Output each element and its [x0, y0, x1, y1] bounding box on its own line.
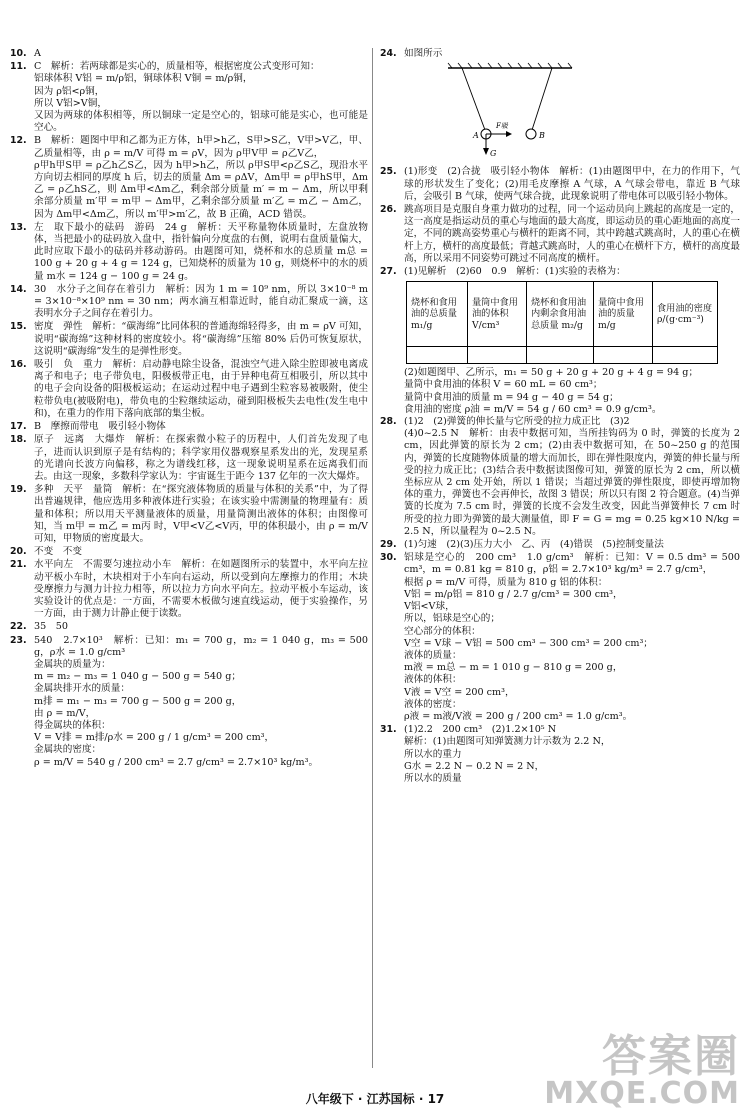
answer-item [10, 284, 368, 321]
watermark-logo [544, 1031, 740, 1111]
answer-line: 左 取下最小的砝码 游码 24 g 解析：天平称量物体质量时，左盘放物体，当把最小的砝码放入盘中，指针偏向分度盘的右侧，说明右盘质量偏大，此时应取下最小的砝码并移动游码。由题图可知，烧杯和水的总质量 m总 = 100 g + 20 g + 4 g = 124 g，已知烧杯的质量为 10 g，则烧杯中的水的质量 m水 = 124 g − 100 g = 24 g。 [34, 221, 368, 282]
column-divider [372, 48, 373, 1068]
answer-line: (1)见解析 (2)60 0.9 解析：(1)实验的表格为： [404, 266, 626, 278]
answer-item [380, 204, 740, 265]
answer-text [404, 166, 740, 203]
answer-text [404, 266, 740, 278]
answer-line: 金属块排开水的质量： [34, 683, 130, 695]
table-header-cell: 烧杯和食用油的总质量 m₁/g [407, 282, 468, 347]
answer-line: (4)0~2.5 N 解析：由表中数据可知，当所挂钩码为 0 时，弹簧的长度为 2 cm，因此弹簧的原长为 2 cm；(2)由表中数据可知，在 50~250 g 的范围内，弹簧的长度随物体质量的增大而加长，即在弹性限度内，弹簧的伸长量与所受的拉力成正比；(3)结合表中数据读图像可知，弹簧的原长为 2 cm，所以横坐标应从 2 cm 处开始，所以 1 错误；当超过弹簧的弹性限度，即使再增加物体的重力，弹簧也不会再伸长，故图 3 错误；所以只有图 2 符合题意。(4)当弹簧的长度为 7.5 cm 时，弹簧的长度不会发生改变，因此当弹簧伸长 7 cm 时所受的拉力即为弹簧的最大测量值，即 F = G = mg = 0.25 kg×10 N/kg = 2.5 N，所以量程为 0~2.5 N。 [404, 428, 740, 537]
answer-line: B 摩擦而带电 吸引轻小物体 [34, 421, 166, 433]
right-bottom-items [380, 416, 740, 785]
answer-line: 所以水的重力 [404, 748, 462, 760]
answer-line: V铝 = m/ρ铝 = 810 g / 2.7 g/cm³ = 300 cm³， [404, 588, 623, 600]
table-header-cell: 食用油的密度 ρ/(g·cm⁻³) [653, 282, 718, 347]
answer-item [10, 635, 368, 769]
answer-number: 11. [10, 61, 27, 73]
answer-number: 16. [10, 359, 27, 371]
answer-line: 解析：(1)由题图可知弹簧测力计示数为 2.2 N， [404, 736, 611, 748]
answer-line: V液 = V空 = 200 cm³， [404, 686, 515, 698]
answer-number: 17. [10, 421, 27, 433]
watermark-text: 答案圈 [602, 1031, 740, 1082]
answer-line: (1)形变 (2)合拢 吸引轻小物体 解析：(1)由题图甲中，在力的作用下，气球的形状发生了变化；(2)用毛皮摩擦 A 气球，A 气球会带电，靠近 B 气球后，会吸引 B 气球，使两气球合拢，此现象说明了带电体可以吸引轻小物体。 [404, 166, 740, 202]
table-followup-line: 食用油的密度 ρ油 = m/V = 54 g / 60 cm³ = 0.9 g/cm³。 [404, 403, 662, 415]
pendulum-figure [440, 62, 740, 162]
answer-number: 30. [380, 552, 397, 564]
answer-line: 所以水的质量 [404, 772, 462, 784]
answer-number: 29. [380, 539, 397, 551]
answer-line: G水 = 2.2 N − 0.2 N = 2 N， [404, 760, 545, 772]
answer-item [10, 621, 368, 633]
answer-line: m排 = m₁ − m₃ = 700 g − 500 g = 200 g， [34, 695, 242, 707]
answer-text [34, 48, 368, 60]
answer-line: m液 = m总 − m = 1 010 g − 810 g = 200 g， [404, 662, 623, 674]
answer-text [404, 724, 740, 785]
answer-number: 21. [10, 559, 27, 571]
answer-number: 25. [380, 166, 397, 178]
answer-line: 540 2.7×10³ 解析：已知：m₁ = 700 g，m₂ = 1 040 g，m₃ = 500 g，ρ水 = 1.0 g/cm³ [34, 634, 368, 658]
answer-line: (1)2 (2)弹簧的伸长量与它所受的拉力成正比 (3)2 [404, 416, 630, 428]
table-followup-line: 量筒中食用油的体积 V = 60 mL = 60 cm³； [404, 379, 603, 391]
answer-line: 因为 ρ铝<ρ铜， [34, 85, 105, 97]
answer-number: 28. [380, 416, 397, 428]
answer-item [10, 359, 368, 420]
answer-text [34, 222, 368, 283]
answer-text [404, 48, 740, 60]
table-followup-line: (2)如题图甲、乙所示，m₁ = 50 g + 20 g + 20 g + 4 g = 94 g； [404, 367, 699, 379]
answer-line: V铝<V球， [404, 601, 455, 613]
table-cell [407, 347, 468, 364]
answer-line: 空心部分的体积： [404, 625, 481, 637]
answer-line: m = m₂ − m₃ = 1 040 g − 500 g = 540 g； [34, 671, 241, 683]
answer-line: 由 ρ = m/V， [34, 707, 96, 719]
answer-text [404, 552, 740, 723]
answer-text [404, 204, 740, 265]
right-column [380, 48, 740, 786]
answer-line: 金属块的质量为： [34, 658, 111, 670]
answer-text [34, 61, 368, 134]
answer-line: 所以，铝球是空心的； [404, 613, 500, 625]
answer-item [10, 421, 368, 433]
answer-text [34, 359, 368, 420]
answer-line: 30 水分子之间存在着引力 解析：因为 1 m = 10⁹ nm，所以 3×10⁻⁸ m = 3×10⁻⁸×10⁹ nm = 30 nm；两水滴互相靠近时，能自动汇聚成一滴，这表明水分子之间存在着引力。 [34, 283, 368, 320]
answer-text [34, 559, 368, 620]
page-footer: 八年级下 · 江苏国标 · 17 [305, 1092, 445, 1106]
answer-line: 根据 ρ = m/V 可得，质量为 810 g 铝的体积： [404, 576, 608, 588]
charged-ball-diagram [440, 62, 580, 158]
answer-item [380, 166, 740, 203]
answer-line: 金属块的密度： [34, 744, 102, 756]
answer-line: C 解析：若两球都是实心的，质量相等，根据密度公式变形可知： [34, 61, 320, 73]
answer-number: 26. [380, 204, 397, 216]
answer-line: 35 50 [34, 621, 69, 633]
answer-text [34, 434, 368, 483]
table-followup [380, 367, 740, 416]
right-top-items [380, 48, 740, 60]
answer-text [34, 621, 368, 633]
answer-line: 又因为两球的体积相等，所以铜球一定是空心的，铝球可能是实心，也可能是空心。 [34, 110, 368, 134]
answer-line: 原子 远离 大爆炸 解析：在探索微小粒子的历程中，人们首先发现了电子，进而认识到原子是有结构的；科学家用仪器观察星系发出的光，发现星系的光谱向长波方向偏移，称之为谱线红移，这一现象说明星系在远离我们而去。由这一现象，多数科学家认为：宇宙诞生于距今 137 亿年的一次大爆炸。 [34, 434, 368, 482]
answer-number: 12. [10, 135, 27, 147]
answer-line: 密度 弹性 解析：“碳海绵”比同体积的普通海绵轻得多，由 m = ρV 可知，说明“碳海绵”这种材料的密度较小。将“碳海绵”压缩 80% 后仍可恢复原状，这说明“碳海绵”发生的是弹性形变。 [34, 321, 368, 357]
experiment-table [406, 281, 718, 364]
answer-item [380, 266, 740, 278]
answer-text [34, 421, 368, 433]
answer-line: V空 = V球 − V铝 = 500 cm³ − 300 cm³ = 200 cm³； [404, 637, 653, 649]
answer-text [34, 321, 368, 358]
answer-line: 铝球体积 V铝 = m/ρ铝，铜球体积 V铜 = m/ρ铜， [34, 73, 253, 85]
answer-text [34, 135, 368, 220]
table-header-cell: 量筒中食用油的体积 V/cm³ [468, 282, 527, 347]
answer-line: 吸引 负 重力 解析：启动静电除尘设备，混浊空气进入除尘腔即被电离成离子和电子；电子带负电，阳极板带正电，由于异种电荷互相吸引，所以其中的电子会向设备的阳极板运动；在运动过程中电子遇到尘粒容易被吸附，使尘粒带负电(被吸附电)，带负电的尘粒继续运动，碰到阳极板失去电性(发生电中和)，在重力的作用下落向底部的集尘板。 [34, 359, 368, 419]
answer-number: 23. [10, 634, 27, 646]
answer-line: 液体的质量： [404, 649, 462, 661]
answer-line: ρ = m/V = 540 g / 200 cm³ = 2.7 g/cm³ = 2.7×10³ kg/m³。 [34, 756, 319, 768]
answer-line: (1)匀速 (2)(3)压力大小 乙、丙 (4)错误 (5)控制变量法 [404, 539, 664, 551]
watermark-url: MXQE.COM [544, 1076, 740, 1111]
answer-text [404, 539, 740, 551]
answer-number: 19. [10, 484, 27, 496]
answer-item [10, 559, 368, 620]
answer-line: 多种 天平 量筒 解析：在“探究液体物质的质量与体积的关系”中，为了得出普遍规律，他应选用多种液体进行实验；在该实验中需测量的物理量有：质量和体积；所以用天平测量液体的质量，用量筒测出液体的体积；由图像可知，当 m甲 = m乙 = m丙 时，V甲<V乙<V丙，甲的体积最小，由 ρ = m/V 可知，甲物质的密度最大。 [34, 484, 368, 544]
answer-line: 得金属块的体积： [34, 719, 111, 731]
table-cell [594, 347, 653, 364]
answer-item [10, 546, 368, 558]
answer-text [404, 416, 740, 538]
answer-line: ρ液 = m液/V液 = 200 g / 200 cm³ = 1.0 g/cm³。 [404, 710, 633, 722]
answer-line: 铝球是空心的 200 cm³ 1.0 g/cm³ 解析：已知：V = 0.5 dm³ = 500 cm³，m = 0.81 kg = 810 g，ρ铝 = 2.7×10³ kg/m³ = 2.7 g/cm³， [404, 552, 740, 576]
answer-item [380, 539, 740, 551]
answer-line: A [34, 48, 41, 59]
answer-line: 水平向左 不需要匀速拉动小车 解析：在如题图所示的装置中，水平向左拉动平板小车时，木块相对于小车向右运动，所以受到向左摩擦力的作用；木块受摩擦力与测力计拉力相等，所以拉力方向水平向左。拉动平板小车运动，该实验设计的优点是：一方面，不需要木板做匀速直线运动，便于实验操作，另一方面，由于测力计静止便于读数。 [34, 559, 368, 620]
table-cell [527, 347, 594, 364]
answer-text [34, 546, 368, 558]
answer-item [380, 552, 740, 723]
answer-number: 20. [10, 546, 27, 558]
label-gravity: G [490, 149, 497, 159]
answer-line: 跳高项目是克服自身重力做功的过程，同一个运动员向上跳起的高度是一定的，这一高度是指运动员的重心与地面的最大高度，即运动员的重心距地面的高度一定，不同的跳高姿势重心与横杆的距离不同，其中跨越式跳高时，人的重心在横杆上方，横杆的高度最低；背越式跳高时，人的重心在横杆下方，横杆的高度最高，所以采用不同姿势可跳过不同高度的横杆。 [404, 204, 740, 264]
left-column [10, 48, 368, 770]
answer-item [10, 48, 368, 60]
right-mid-items [380, 166, 740, 278]
answer-number: 22. [10, 621, 27, 633]
answer-item [10, 61, 368, 134]
answer-number: 18. [10, 434, 27, 446]
answer-number: 10. [10, 48, 27, 59]
answer-item [380, 48, 740, 60]
answer-line: ρ甲h甲S甲 = ρ乙h乙S乙，因为 h甲>h乙，所以 ρ甲S甲<ρ乙S乙，现沿水平方向切去相同的厚度 h 后，切去的质量 Δm = ρΔV，Δm甲 = ρ甲hS甲，Δm乙 = ρ乙hS乙，则 Δm甲<Δm乙，剩余部分质量 m′ = m − Δm，所以甲剩余部分质量 m′甲 = m甲 − Δm甲，乙剩余部分质量 m′乙 = m乙 − Δm乙，因为 Δm甲<Δm乙，所以 m′甲>m′乙，故 B 正确，ACD 错误。 [34, 159, 368, 220]
answer-number: 15. [10, 321, 27, 333]
answer-item [10, 321, 368, 358]
answer-line: B 解析：题图中甲和乙都为正方体，h甲>h乙，S甲>S乙，V甲>V乙，甲、乙质量相等，由 ρ = m/V 可得 m = ρV，因为 ρ甲V甲 = ρ乙V乙， [34, 135, 368, 159]
answer-item [10, 222, 368, 283]
answer-number: 24. [380, 48, 397, 59]
label-a: A [473, 131, 479, 141]
ball-b [526, 129, 536, 139]
answer-text [34, 635, 368, 769]
answer-number: 27. [380, 266, 397, 278]
answer-item [10, 484, 368, 545]
answer-item [10, 434, 368, 483]
table-header-cell: 量筒中食用油的质量 m/g [594, 282, 653, 347]
answer-line: 不变 不变 [34, 546, 82, 558]
answer-item [10, 135, 368, 220]
table-followup-line: 量筒中食用油的质量 m = 94 g − 40 g = 54 g； [404, 391, 619, 403]
label-b: B [539, 131, 545, 141]
answer-text [34, 284, 368, 321]
table-header-cell: 烧杯和食用油内剩余食用油总质量 m₂/g [527, 282, 594, 347]
answer-number: 14. [10, 283, 27, 295]
answer-number: 13. [10, 221, 27, 233]
answer-line: V = V排 = m排/ρ水 = 200 g / 1 g/cm³ = 200 cm³， [34, 732, 275, 744]
answer-text [34, 484, 368, 545]
answer-line: 液体的密度： [404, 698, 462, 710]
answer-item [380, 416, 740, 538]
answer-line: 液体的体积： [404, 674, 462, 686]
table-cell [653, 347, 718, 364]
answer-line: (1)2.2 200 cm³ (2)1.2×10⁵ N [404, 724, 557, 736]
answer-number: 31. [380, 724, 397, 736]
table-cell [468, 347, 527, 364]
answer-line: 如图所示 [404, 48, 443, 59]
label-force: F吸 [496, 122, 508, 131]
answer-line: 所以 V铝>V铜， [34, 97, 107, 109]
answer-item [380, 724, 740, 785]
